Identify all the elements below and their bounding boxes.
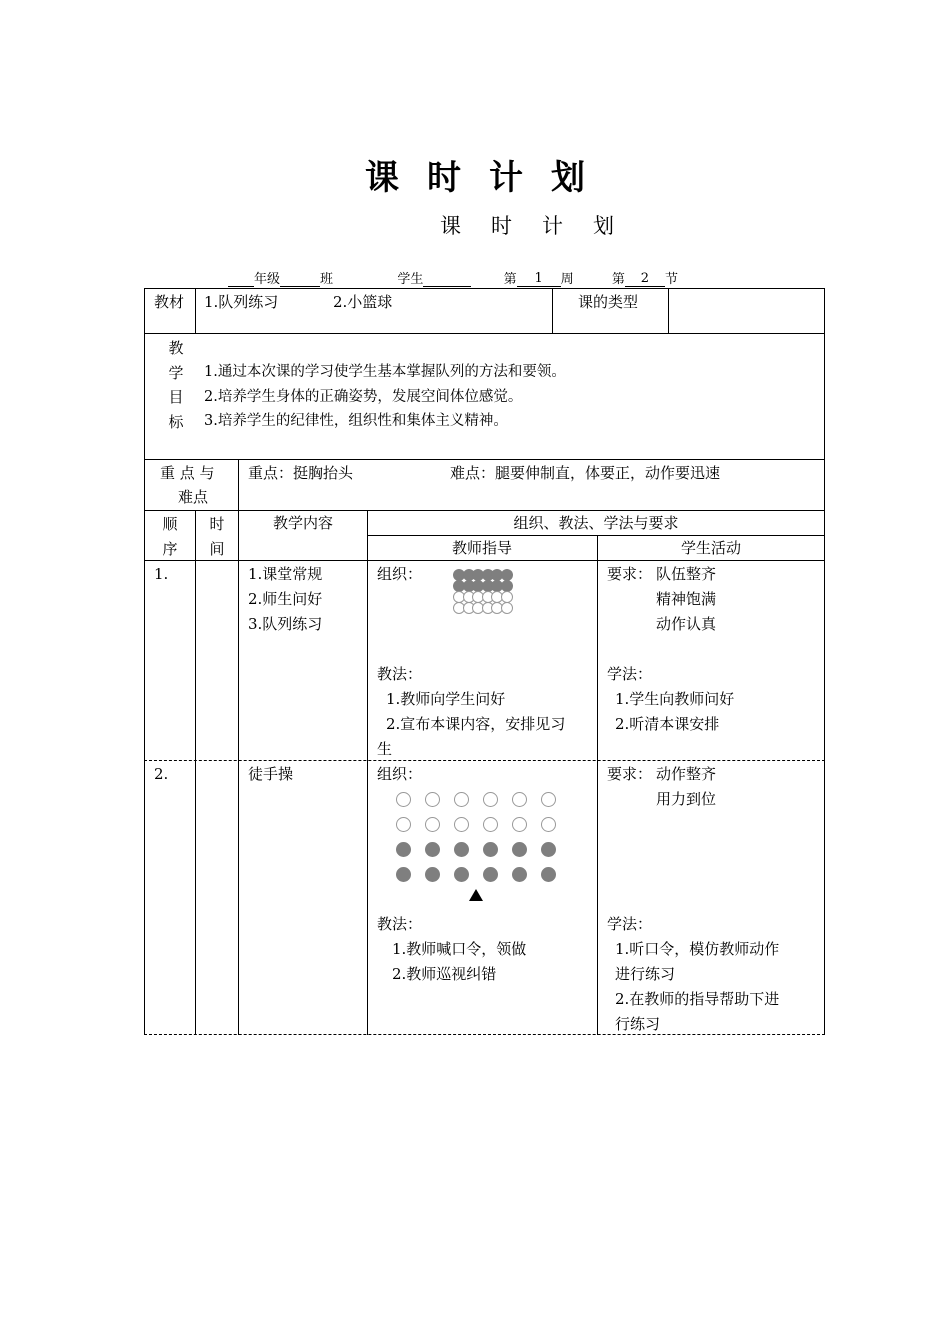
- section-1-method-label: 教法：: [377, 665, 423, 683]
- section-1-reqs: 队伍整齐 精神饱满 动作认真: [656, 565, 717, 633]
- filled-circle-student-icon: [541, 842, 556, 857]
- filled-circle-student-icon: [512, 842, 527, 857]
- section-1-teacher-methods: 1.教师向学生问好 2.宣布本课内容，安排见习 生: [377, 690, 566, 758]
- week-value[interactable]: 1: [517, 271, 561, 287]
- formation-diagram-2: [396, 792, 556, 904]
- section-1-req-label: 要求：: [607, 565, 653, 583]
- filled-circle-student-icon: [483, 842, 498, 857]
- keypoints-label-1: 重 点 与: [160, 464, 215, 482]
- hollow-circle-student-icon: [541, 792, 556, 807]
- hollow-circle-student-icon: [454, 817, 469, 832]
- header-org: 组织、教法、学法与要求: [513, 514, 679, 532]
- material-label: 教材: [154, 293, 185, 311]
- filled-circle-student-icon: [483, 867, 498, 882]
- hollow-circle-student-icon: [501, 602, 513, 614]
- hollow-circle-student-icon: [425, 792, 440, 807]
- header-time: 时 间: [209, 515, 225, 558]
- filled-circle-student-icon: [425, 867, 440, 882]
- hollow-circle-student-icon: [454, 792, 469, 807]
- class-info-line: [228, 268, 678, 287]
- filled-circle-student-icon: [396, 842, 411, 857]
- keypoints-label-2: 难点: [178, 488, 209, 506]
- class-blank[interactable]: [280, 271, 320, 287]
- key-point: 重点：挺胸抬头: [248, 464, 354, 482]
- filled-circle-student-icon: [425, 842, 440, 857]
- hollow-circle-student-icon: [425, 817, 440, 832]
- hollow-circle-student-icon: [396, 817, 411, 832]
- formation-diagram-1: [453, 569, 513, 621]
- page-title: 课时计划: [365, 158, 613, 198]
- section-1-org-label: 组织：: [377, 565, 423, 583]
- class-label: 班: [320, 272, 334, 287]
- goals-label: 教 学 目 标: [168, 339, 184, 431]
- section-1-learn-label: 学法：: [607, 665, 653, 683]
- goal-item-1: 1.通过本次课的学习使学生基本掌握队列的方法和要领。: [204, 364, 566, 380]
- lesson-prefix: 第: [611, 272, 625, 287]
- page-subtitle: 课时计划: [440, 214, 644, 238]
- section-2-content: 徒手操: [248, 765, 294, 783]
- week-suffix: 周: [560, 272, 574, 287]
- section-2-req-label: 要求：: [607, 765, 653, 783]
- hollow-circle-student-icon: [512, 817, 527, 832]
- teacher-triangle-icon: [469, 889, 483, 901]
- grade-blank[interactable]: [228, 271, 254, 287]
- difficulty: 难点：腿要伸制直，体要正，动作要迅速: [450, 464, 721, 482]
- header-teacher: 教师指导: [451, 539, 512, 557]
- material-item-1: 1.队列练习: [204, 293, 279, 311]
- hollow-circle-student-icon: [512, 792, 527, 807]
- filled-circle-student-icon: [454, 842, 469, 857]
- section-2-student-methods: 1.听口令，模仿教师动作 进行练习 2.在教师的指导帮助下进 行练习: [615, 940, 780, 1033]
- students-blank[interactable]: [423, 271, 471, 287]
- section-2-order: 2.: [154, 765, 169, 783]
- section-2-org-label: 组织：: [377, 765, 423, 783]
- section-2-learn-label: 学法：: [607, 915, 653, 933]
- hollow-circle-student-icon: [396, 792, 411, 807]
- section-2-method-label: 教法：: [377, 915, 423, 933]
- filled-circle-student-icon: [396, 867, 411, 882]
- header-student: 学生活动: [680, 539, 741, 557]
- week-prefix: 第: [503, 272, 517, 287]
- goal-item-3: 3.培养学生的纪律性，组织性和集体主义精神。: [204, 413, 508, 429]
- section-1-student-methods: 1.学生向教师问好 2.听清本课安排: [615, 690, 735, 733]
- lesson-type-label: 课的类型: [578, 293, 639, 311]
- hollow-circle-student-icon: [483, 817, 498, 832]
- section-1-content: 1.课堂常规 2.师生问好 3.队列练习: [248, 565, 323, 633]
- header-content: 教学内容: [272, 514, 333, 532]
- lesson-value[interactable]: 2: [625, 271, 665, 287]
- hollow-circle-student-icon: [483, 792, 498, 807]
- filled-circle-student-icon: [541, 867, 556, 882]
- section-1-order: 1.: [154, 565, 169, 583]
- section-2-reqs: 动作整齐 用力到位: [656, 765, 717, 808]
- header-order: 顺 序: [162, 515, 178, 558]
- filled-circle-student-icon: [454, 867, 469, 882]
- lesson-suffix: 节: [664, 272, 678, 287]
- filled-circle-student-icon: [512, 867, 527, 882]
- hollow-circle-student-icon: [541, 817, 556, 832]
- goal-item-2: 2.培养学生身体的正确姿势，发展空间体位感觉。: [204, 389, 523, 405]
- students-label: 学生: [397, 272, 424, 287]
- grade-label: 年级: [254, 272, 281, 287]
- material-item-2: 2.小篮球: [333, 293, 393, 311]
- section-2-teacher-methods: 1.教师喊口令，领做 2.教师巡视纠错: [392, 940, 527, 983]
